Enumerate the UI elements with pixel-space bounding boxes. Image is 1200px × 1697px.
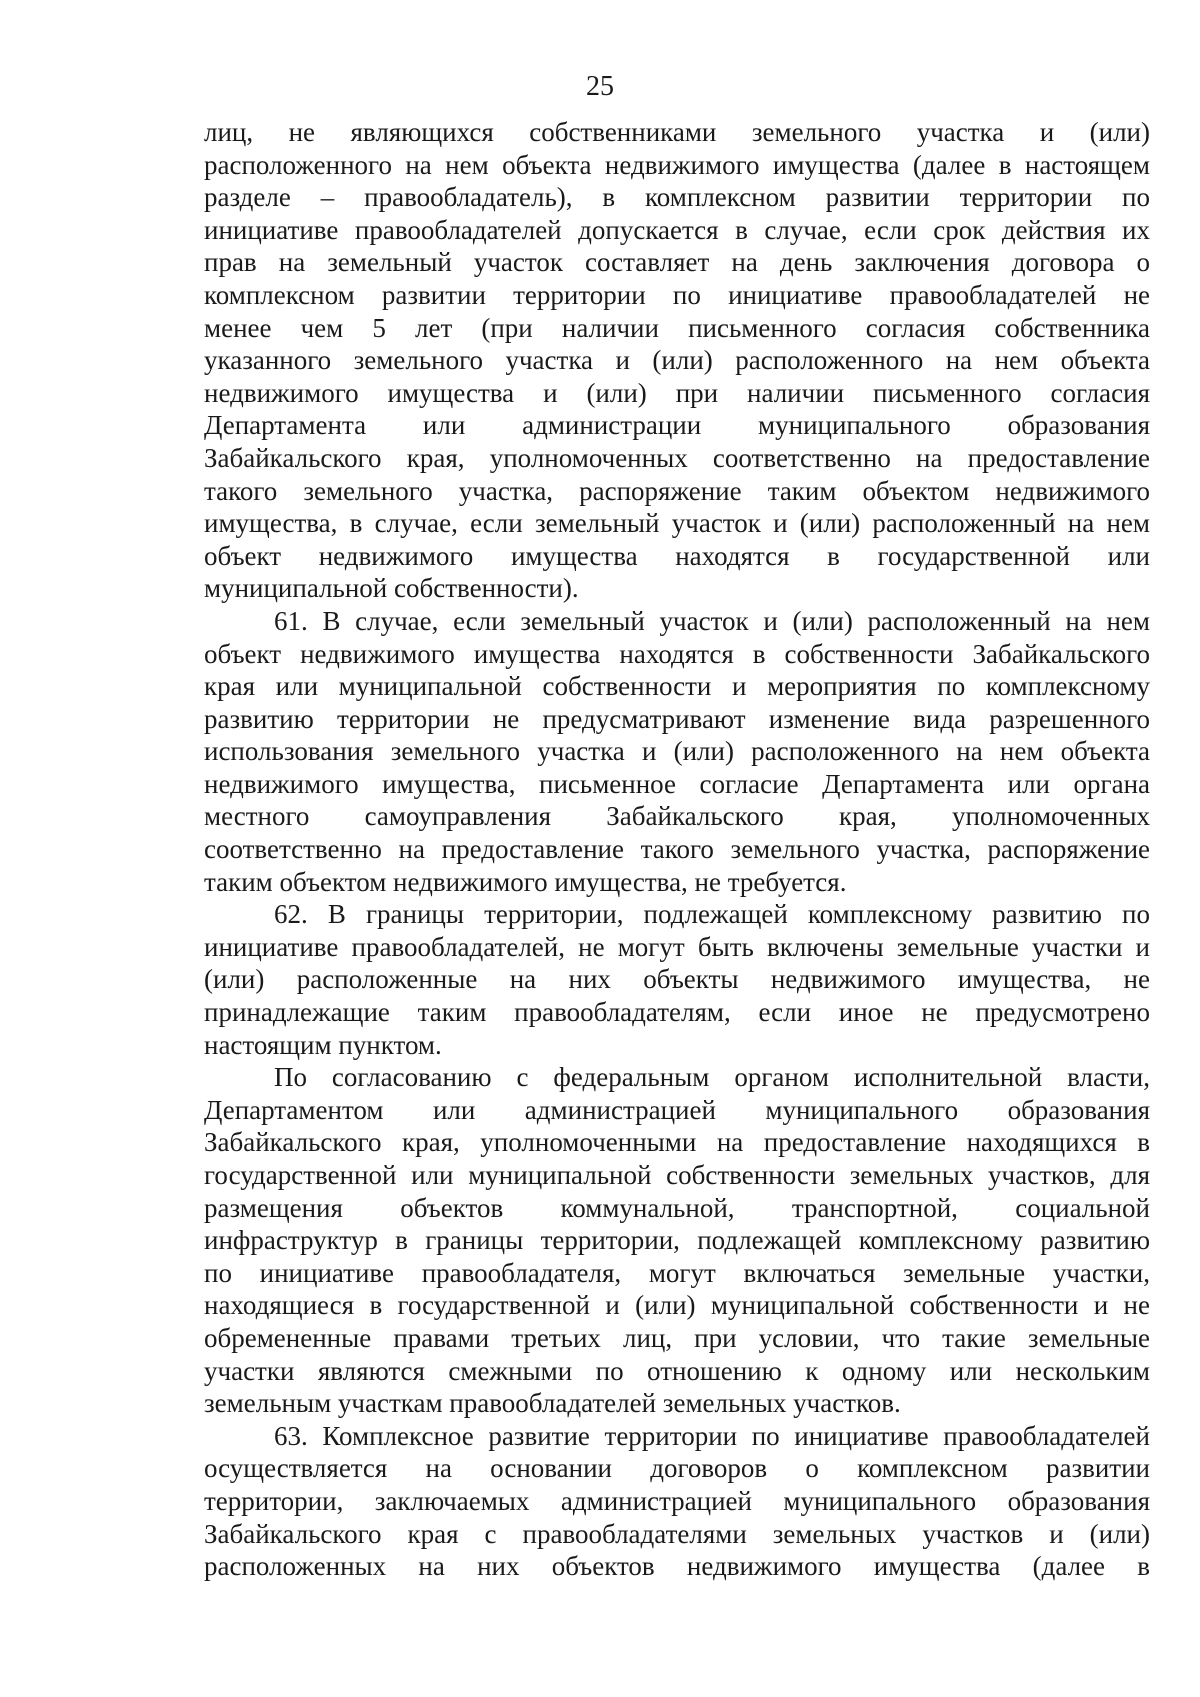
text-line: указанного земельного участка и (или) расположенного на нем объекта — [204, 345, 1150, 376]
text-line: Забайкальского края, уполномоченными на предоставление находящихся в — [204, 1127, 1150, 1158]
text-line: государственной или муниципальной собственности земельных участков, для — [204, 1160, 1150, 1190]
page-number: 25 — [586, 71, 614, 102]
text-line: Департаментом или администрацией муниципального образования — [204, 1094, 1150, 1125]
text-line: Забайкальского края с правообладателями земельных участков и (или) — [204, 1518, 1150, 1549]
text-line: использования земельного участка и (или) расположенного на нем объекта — [204, 736, 1150, 767]
text-line: расположенных на них объектов недвижимого имущества (далее в — [204, 1551, 1150, 1582]
text-line: территории, заключаемых администрацией муниципального образования — [204, 1485, 1150, 1516]
text-line: такого земельного участка, распоряжение таким объектом недвижимого — [204, 475, 1150, 506]
text-line: соответственно на предоставление такого земельного участка, распоряжение — [204, 834, 1150, 865]
text-line: по инициативе правообладателя, могут включаться земельные участки, — [204, 1257, 1150, 1288]
text-line: имущества, в случае, если земельный участок и (или) расположенный на нем — [204, 508, 1150, 539]
text-line: находящиеся в государственной и (или) муниципальной собственности и не — [204, 1290, 1150, 1321]
text-line: развитию территории не предусматривают изменение вида разрешенного — [204, 703, 1150, 734]
body-text — [204, 116, 1150, 1583]
text-line: местного самоуправления Забайкальского края, уполномоченных — [204, 801, 1150, 832]
text-line: инициативе правообладателей, не могут быть включены земельные участки и — [204, 931, 1150, 962]
text-line: комплексном развитии территории по инициативе правообладателей не — [204, 279, 1150, 310]
text-line: 63. Комплексное развитие территории по инициативе правообладателей — [274, 1420, 1150, 1451]
text-line: 62. В границы территории, подлежащей комплексному развитию по — [274, 899, 1150, 930]
text-line: По согласованию с федеральным органом исполнительной власти, — [274, 1062, 1150, 1093]
text-line: лиц, не являющихся собственниками земельного участка и (или) — [204, 117, 1150, 147]
text-line: таким объектом недвижимого имущества, не требуется. — [204, 866, 847, 897]
text-line: объект недвижимого имущества находятся в собственности Забайкальского — [204, 638, 1150, 669]
text-line: земельным участкам правообладателей земельных участков. — [204, 1388, 901, 1419]
text-line: разделе – правообладатель), в комплексном развитии территории по — [204, 182, 1150, 213]
text-line: края или муниципальной собственности и мероприятия по комплексному — [204, 671, 1150, 702]
text-line: инициативе правообладателей допускается в случае, если срок действия их — [204, 214, 1150, 245]
text-line: размещения объектов коммунальной, транспортной, социальной — [204, 1192, 1150, 1223]
text-line: объект недвижимого имущества находятся в государственной или — [204, 540, 1150, 571]
text-line: осуществляется на основании договоров о комплексном развитии — [204, 1453, 1150, 1484]
text-line: недвижимого имущества, письменное согласие Департамента или органа — [204, 768, 1150, 799]
text-line: принадлежащие таким правообладателям, если иное не предусмотрено — [204, 997, 1150, 1028]
text-line: настоящим пунктом. — [204, 1029, 442, 1060]
text-line: обремененные правами третьих лиц, при условии, что такие земельные — [204, 1322, 1150, 1353]
text-line: недвижимого имущества и (или) при наличии письменного согласия — [204, 377, 1150, 408]
text-line: Департамента или администрации муниципального образования — [204, 410, 1150, 441]
text-line: менее чем 5 лет (при наличии письменного согласия собственника — [204, 312, 1150, 343]
text-line: участки являются смежными по отношению к одному или нескольким — [204, 1355, 1150, 1386]
text-line: (или) расположенные на них объекты недвижимого имущества, не — [204, 964, 1150, 995]
text-line: расположенного на нем объекта недвижимого имущества (далее в настоящем — [204, 149, 1150, 180]
text-line: 61. В случае, если земельный участок и (или) расположенный на нем — [274, 605, 1150, 636]
text-line: инфраструктур в границы территории, подлежащей комплексному развитию — [204, 1225, 1150, 1256]
text-line: Забайкальского края, уполномоченных соответственно на предоставление — [204, 442, 1150, 473]
text-line: прав на земельный участок составляет на день заключения договора о — [204, 247, 1150, 278]
text-line: муниципальной собственности). — [204, 573, 579, 604]
